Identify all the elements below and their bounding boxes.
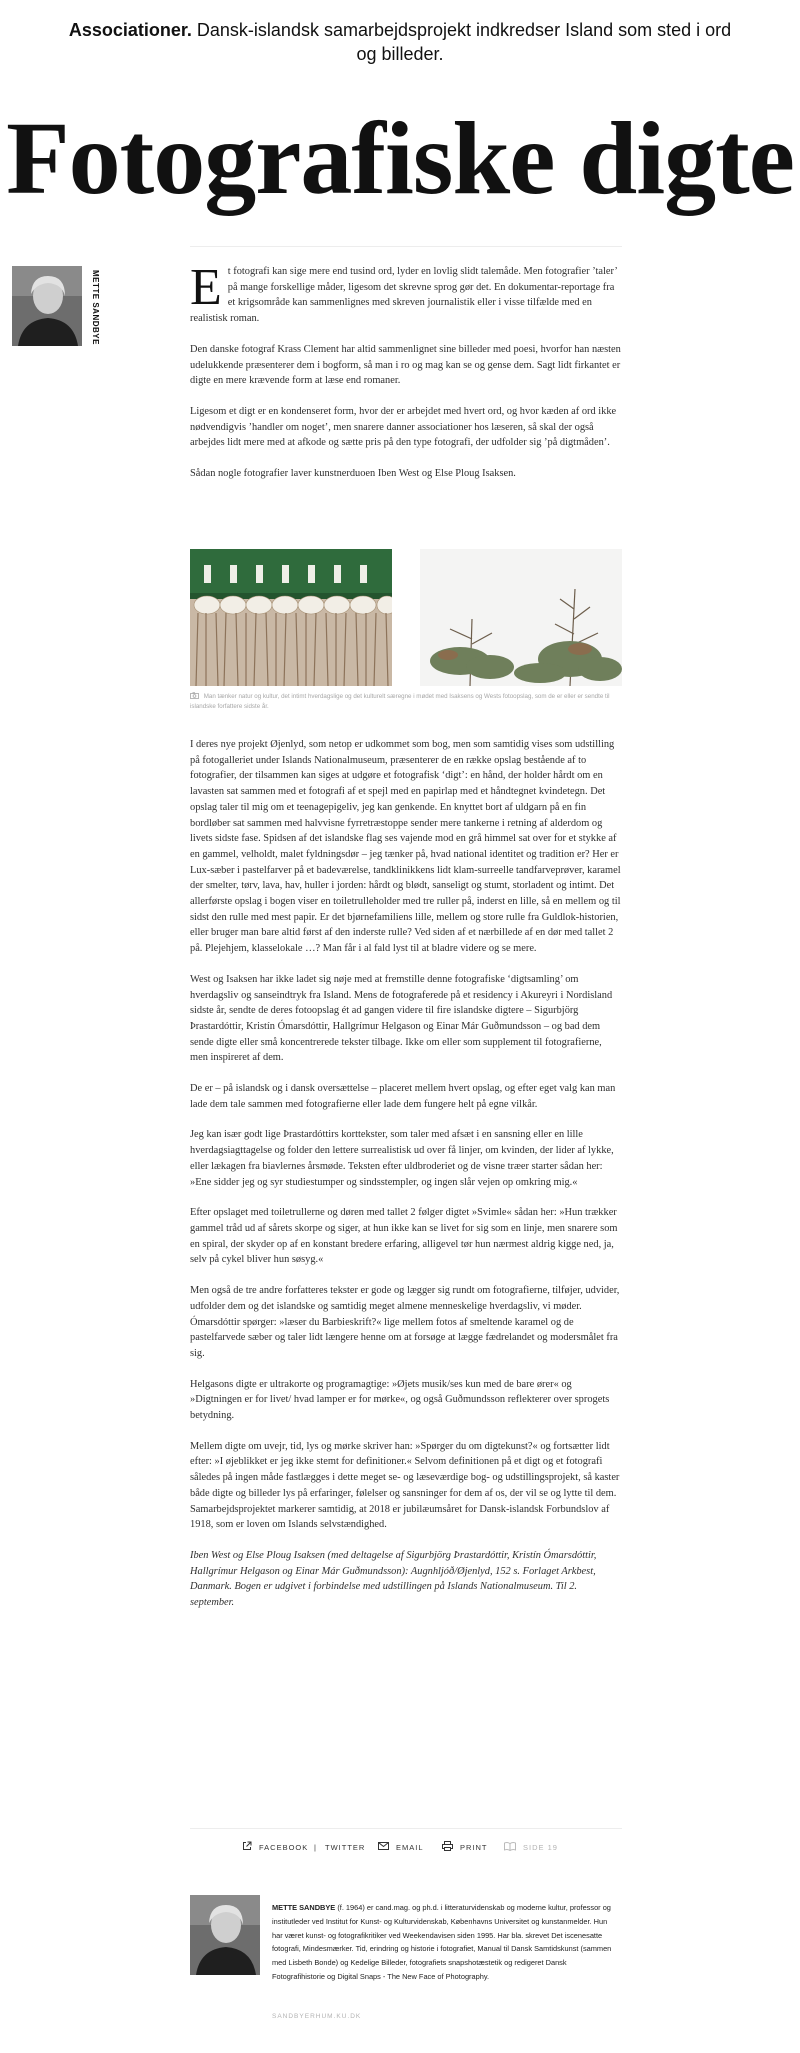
external-share-icon: [242, 1841, 252, 1853]
divider: [190, 246, 622, 247]
share-bar: [190, 1840, 622, 1854]
author-byline: [86, 270, 104, 346]
paragraph: West og Isaksen har ikke ladet sig nøje med at fremstille denne fotografiske ‘digtsamling’ om hverdagsliv og sanseindtryk fra Island. Mens de fotograferede på et residency i Akureyri i Nordisland sidste år, sendte de deres fotoopslag ét ad gangen videre til fire islandske digtere – Sigurbjörg Þrastardóttir, Kristín Ómarsdóttir, Hallgrímur Helgason og Einar Már Guðmundsson – og bad dem sende digte eller små koncentrerede tekster tilbage. Ikke om eller som supplement til fotografierne, men inspireret af dem.: [190, 973, 613, 1064]
camera-icon: [190, 693, 204, 700]
photo-pine-treetops[interactable]: [420, 549, 622, 686]
author-website-link[interactable]: SANDBYERHUM.KU.DK: [272, 2013, 362, 2020]
article-title: Fotografiske digte: [6, 101, 794, 216]
paragraph-intro: [190, 259, 622, 327]
share-email-link[interactable]: [378, 1840, 424, 1854]
paragraph: Den danske fotograf Krass Clement har altid sammenlignet sine billeder med poesi, hvorfor han næsten udelukkende præsenterer dem i bogform, så man i ro og mag kan se og gense dem. Sagt lidt firkantet er digte en mere krævende form at læse end romaner.: [190, 343, 621, 387]
email-label: EMAIL: [396, 1842, 424, 1852]
author-bio: [272, 1901, 612, 1984]
paragraph: Sådan nogle fotografier laver kunstnerduoen Iben West og Else Ploug Isaksen.: [190, 468, 516, 480]
paragraph: I deres nye projekt Øjenlyd, som netop er udkommet som bog, men som samtidig vises som udstilling på fotogalleriet under Islands Nationalmuseum, præsenterer de en række opslag bestående af to fotografier, der tilsammen kan siges at udgøre et fotografisk ‘digt’: en hånd, der holder hårdt om en lavasten sat sammen med et fotografi af et spejl med en papirlap med et håndtegnet kvindetegn. Det opslag taler til mig om et teenagepigeliv, jeg kan genkende. En knyttet bort af uldgarn på en fin bordløber sat sammen med halvvisne fyrretræstoppe sender mere tankerne i retning af alderdom og livets sidste fase. Spidsen af det islandske flag ses vajende mod en grå himmel sat over for et stykke af en gammel, velholdt, malet fyldningsdør – jeg tænker på, hvad national identitet og tradition er? Her er Lux-sæber i pastelfarver på et badeværelse, tandklinikkens lidt klam-surreelle tandfarveprøver, karamel der smelter, tørv, lava, hav, huller i jorden: hårdt og blødt, sanseligt og stumt, storladent og intimt. Det allerførste opslag i bogen viser en toiletrulleholder med tre ruller på, inderst en lille, så en mellem og til sidst den rulle med mest papir. Er det bjørnefamiliens lille, mellem og store rulle fra Guldlok-historien, eller bruger man bare altid først af den inderste rulle? Ved siden af et nærbillede af en dør med tallet 2 på. Plejehjem, klasselokale …? Man får i al fald lyst til at bladre videre og se mere.: [190, 739, 621, 955]
bio-text: (f. 1964) er cand.mag. og ph.d. i litteraturvidenskab og moderne kultur, professor og institutleder ved Institut for Kunst- og Kulturvidenskab, Københavns Universitet og kunstanmelder. Hun har været kunst- og fotografikritiker ved Weekendavisen siden 1995. Har bla. skrevet Det iscenesatte fotografi, Mindesmærker. Tid, erindring og historie i fotografiet, Manual til Dansk Samtidskunst (sammen med Lisbeth Bonde) og Kedelige Billeder, fotografiets snapshotæstetik og redigeret Dansk Fotografihistorie og Digital Snaps - The New Face of Photography.: [272, 1903, 612, 1981]
paragraph: Men også de tre andre forfatteres tekster er gode og lægger sig rundt om fotografierne, tilføjer, udvider, udfolder dem og det islandske og samtidig meget almene menneskelige hverdagsliv, vi møder. Ómarsdóttir spørger: »læser du Barbieskrift?« lige mellem fotos af smeltende karamel og de pastelfarvede sæber og taler lidt længere henne om at forsøge at lægge fædrelandet og modersmålet fra sig.: [190, 1285, 620, 1359]
print-button[interactable]: [442, 1840, 488, 1854]
article-deck: [60, 18, 740, 66]
author-name: METTE SANDBYE: [91, 270, 100, 345]
intro-text: t fotografi kan sige mere end tusind ord, lyder en lovlig slidt talemåde. Men fotografier ’taler’ på mange forskellige måder, ligesom det skrevne sprog gør det. En dokumentar-reportage fra et krigsområde kan sammenlignes med skreven journalistik eller i visse tilfælde med en realistisk roman.: [190, 266, 618, 325]
page-reference: [504, 1840, 558, 1854]
share-separator: |: [314, 1842, 317, 1852]
paragraph: De er – på islandsk og i dansk oversættelse – placeret mellem hvert opslag, og efter eget valg kan man lade dem tale sammen med fotografierne eller lade dem fungere helt på egne vilkår.: [190, 1083, 616, 1110]
caption-text: Man tænker natur og kultur, det intimt hverdagslige og det kulturelt særegne i mødet med Isaksens og Wests fotoopslag, som de er eller er sendte til islandske forfattere sidste år.: [190, 693, 610, 710]
paragraph: Helgasons digte er ultrakorte og programagtige: »Øjets musik/ses kun med de bare ører« og »Digtningen er for livet/ hvad lamper er for mørke«, og også Guðmundsson reflekterer over sprogets betydning.: [190, 1378, 610, 1422]
divider: [190, 1828, 622, 1829]
bio-name: METTE SANDBYE: [272, 1903, 336, 1912]
envelope-icon: [378, 1842, 389, 1852]
photo-yarn-tassels[interactable]: [190, 549, 392, 686]
bio-avatar: [190, 1895, 260, 1975]
share-facebook-link[interactable]: [242, 1840, 308, 1854]
photo-caption: [190, 692, 622, 712]
print-label: PRINT: [460, 1842, 488, 1852]
article-intro: [190, 259, 622, 497]
facebook-label: FACEBOOK: [259, 1842, 309, 1852]
printer-icon: [442, 1841, 453, 1853]
drop-cap: E: [190, 259, 222, 316]
open-book-icon: [504, 1842, 516, 1853]
author-avatar: [12, 266, 82, 346]
article-body: [190, 737, 622, 1626]
book-info: Iben West og Else Ploug Isaksen (med deltagelse af Sigurbjörg Þrastardóttir, Kristín Ómarsdóttir, Hallgrímur Helgason og Einar Már Guðmundsson): Augnhljóð/Øjenlyd, 152 s. Forlaget Arkbest, Danmark. Bogen er udgivet i forbindelse med udstillingen på Islands Nationalmuseum. Til 2. september.: [190, 1549, 597, 1609]
paragraph: Efter opslaget med toiletrullerne og døren med tallet 2 følger digtet »Svimle« sådan her: »Hun trækker gammel tråd ud af sårets skorpe og siger, at hun ikke kan se livet for sig som en linje, men snarere som en spiral, der skyder op af en konstant bredere erfaring, alligevel tør hun nærmest aldrig kigge ned, ja, selv på cykel bliver hun søsyg.«: [190, 1207, 618, 1266]
paragraph: Mellem digte om uvejr, tid, lys og mørke skriver han: »Spørger du om digtekunst?« og fortsætter lidt efter: »I øjeblikket er jeg ikke stemt for definitioner.« Selvom definitionen på et digt og et fotografi således på ingen måde fastlægges i dette meget se- og læseværdige bog- og udstillingsprojekt, så kaster både digte og billeder lys på erfaringer, følelser og sansninger for dem af os, der vil se og lytte til dem. Samarbejdsprojektet markerer samtidig, at 2018 er jubilæumsåret for Dansk-islandsk Forbundslov af 1918, som er loven om Islands selvstændighed.: [190, 1440, 620, 1531]
article-deck-text: Dansk-islandsk samarbejdsprojekt indkredser Island som sted i ord og billeder.: [196, 20, 732, 64]
paragraph: Jeg kan især godt lige Þrastardóttirs korttekster, som taler med afsæt i en sansning eller en lille hverdagsiagttagelse og folder den lettere surrealistisk ud over få linjer, om kvinden, der lider af lykke, eller lækagen fra biavlernes årsmøde. Teksten efter uldbroderiet og de visne træer starter sådan her: »Ene sidder jeg og syr studiestumper og sindsstempler, og ingen slår vejen op omkring mig.«: [190, 1129, 614, 1188]
article-kicker: Associationer.: [68, 20, 192, 40]
page-number: SIDE 19: [523, 1842, 558, 1852]
share-twitter-link[interactable]: TWITTER: [325, 1842, 366, 1852]
paragraph: Ligesom et digt er en kondenseret form, hvor der er arbejdet med hvert ord, og hvor kæden af ord ikke nødvendigvis ’handler om noget’, men snarere danner associationer hos læseren, så skal der også arbejdes lidt mere med at afkode og sætte pris på den type fotografi, der udfolder sig ’på digtmåden’.: [190, 405, 617, 449]
